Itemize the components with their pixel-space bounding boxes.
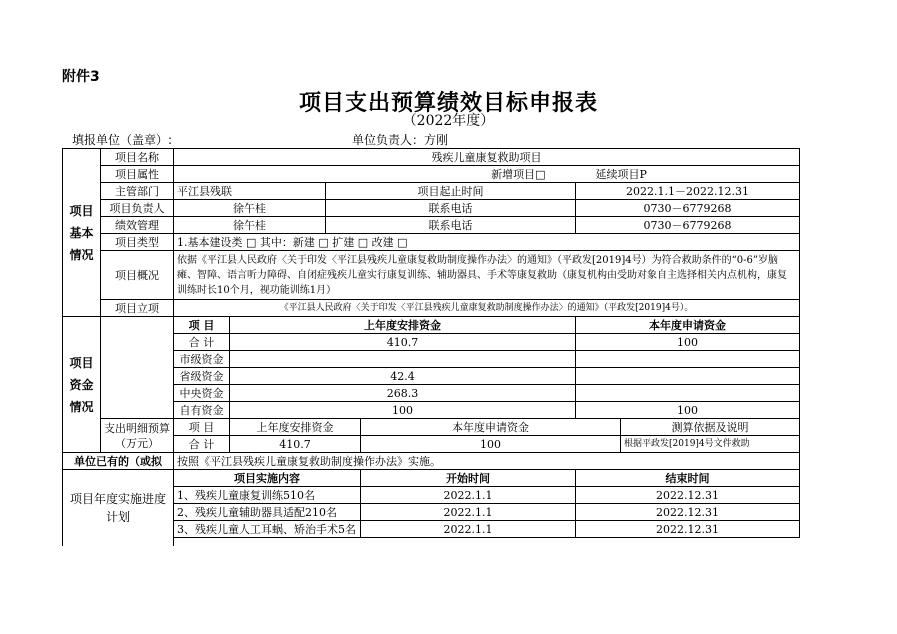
schedule-col-end: 结束时间 (576, 470, 800, 487)
funds-row-this (576, 351, 800, 368)
section-schedule: 项目年度实施进度计划 (63, 470, 174, 547)
schedule-row-content: 3、残疾儿童人工耳蜗、矫治手术5名 (174, 521, 361, 538)
funds-row-last (230, 351, 576, 368)
form-title: 项目支出预算绩效目标申报表 (298, 91, 598, 116)
funds-row-label: 合 计 (174, 334, 230, 351)
manager-phone-value: 0730－6779268 (576, 200, 800, 217)
project-name-value: 残疾儿童康复救助项目 (174, 149, 800, 166)
funds-row-label: 省级资金 (174, 368, 230, 385)
period-label: 项目起止时间 (326, 183, 576, 200)
funds-col-last: 上年度安排资金 (230, 317, 576, 334)
funds-row-last: 410.7 (230, 334, 576, 351)
schedule-row-end: 2022.12.31 (576, 521, 800, 538)
budget-form-table (62, 148, 800, 546)
funds-row-last: 268.3 (230, 385, 576, 402)
funds-row-this: 100 (576, 334, 800, 351)
overview-label: 项目概况 (101, 251, 174, 300)
manager-phone-label: 联系电话 (326, 200, 576, 217)
funds-row-this (576, 368, 800, 385)
detail-row-basis: 根据平政发[2019]4号文件救助 (621, 436, 800, 453)
existing-label: 单位已有的（或拟 (63, 453, 174, 470)
funds-row-last: 100 (230, 402, 576, 419)
detail-col-this: 本年度申请资金 (361, 419, 621, 436)
schedule-row-content: 1、残疾儿童康复训练510名 (174, 487, 361, 504)
funds-col-this: 本年度申请资金 (576, 317, 800, 334)
overview-value: 依据《平江县人民政府〈关于印发〈平江县残疾儿童康复救助制度操作办法〉的通知》（平政发[2019]4号）为符合救助条件的“0-6”岁脑瘫、智障、语言听力障碍、自闭症残疾儿童实行康复训练、辅助器具、手术等康复救助（康复机构由受助对象自主选择相关内点机构，康复训练时长10个月，视功能训练1月） (174, 251, 800, 300)
existing-value: 按照《平江县残疾儿童康复救助制度操作办法》实施。 (174, 453, 800, 470)
section-basic: 项目基本情况 (63, 149, 101, 317)
manager-label: 项目负责人 (101, 200, 174, 217)
basis-label: 项目立项 (101, 300, 174, 317)
unit-principal: 单位负责人：方刚 (352, 133, 449, 147)
type-value[interactable]: 1.基本建设类 □ 其中：新建 □ 扩建 □ 改建 □ (174, 234, 800, 251)
dept-value: 平江县残联 (174, 183, 326, 200)
schedule-row-content: 2、残疾儿童辅助器具适配210名 (174, 504, 361, 521)
type-label: 项目类型 (101, 234, 174, 251)
schedule-row-start: 2022.1.1 (361, 487, 576, 504)
attr-continue-checkbox[interactable]: 延续项目P (576, 166, 800, 183)
period-value: 2022.1.1－2022.12.31 (576, 183, 800, 200)
funds-row-label: 中央资金 (174, 385, 230, 402)
section-funds: 项目资金情况 (63, 317, 101, 453)
funds-row-this: 100 (576, 402, 800, 419)
attr-new-checkbox[interactable]: 新增项目□ (174, 166, 576, 183)
attachment-label: 附件3 (62, 69, 100, 85)
detail-budget-label: 支出明细预算（万元） (101, 419, 174, 453)
detail-row-label: 合 计 (174, 436, 230, 453)
schedule-col-content: 项目实施内容 (174, 470, 361, 487)
dept-label: 主管部门 (101, 183, 174, 200)
schedule-row-start: 2022.1.1 (361, 504, 576, 521)
perf-phone-label: 联系电话 (326, 217, 576, 234)
schedule-row-end: 2022.12.31 (576, 504, 800, 521)
funds-row-label: 自有资金 (174, 402, 230, 419)
project-attr-label: 项目属性 (101, 166, 174, 183)
form-year: （2022年度） (402, 113, 495, 129)
project-name-label: 项目名称 (101, 149, 174, 166)
schedule-row-start: 2022.1.1 (361, 521, 576, 538)
fill-unit-label: 填报单位（盖章）: (72, 133, 173, 147)
schedule-row-end: 2022.12.31 (576, 487, 800, 504)
perf-phone-value: 0730－6779268 (576, 217, 800, 234)
detail-row-last: 410.7 (230, 436, 361, 453)
funds-col-item: 项 目 (174, 317, 230, 334)
basis-value: 《平江县人民政府〈关于印发〈平江县残疾儿童康复救助制度操作办法〉的通知》（平政发[2019]4号）。 (174, 300, 800, 317)
funds-row-this (576, 385, 800, 402)
perf-label: 绩效管理 (101, 217, 174, 234)
detail-col-item: 项 目 (174, 419, 230, 436)
funds-row-label: 市级资金 (174, 351, 230, 368)
funds-row-last: 42.4 (230, 368, 576, 385)
detail-row-this: 100 (361, 436, 621, 453)
perf-value: 徐午桂 (174, 217, 326, 234)
manager-value: 徐午桂 (174, 200, 326, 217)
detail-col-basis: 测算依据及说明 (621, 419, 800, 436)
detail-col-last: 上年度安排资金 (230, 419, 361, 436)
schedule-col-start: 开始时间 (361, 470, 576, 487)
